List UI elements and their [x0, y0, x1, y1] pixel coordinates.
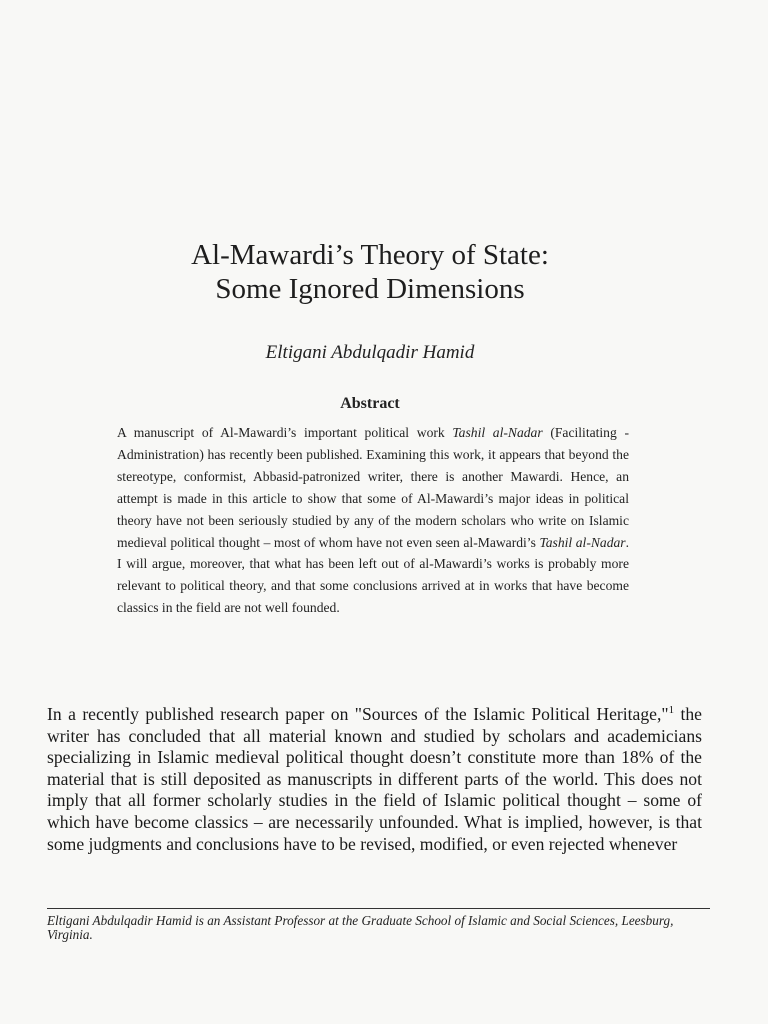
abstract-work-title-2: Tashil al-Nadar [539, 534, 626, 550]
body-text-part-2: the writer has concluded that all material known and studied by scholars and academicians specializing in Islamic medieval political thought doesn’t constitute more than 18% of the material that is still deposited as manuscripts in different parts of the world. This does not imply that all former scholarly studies in the field of Islamic political thought – some of which have become classics – are necessarily unfounded. What is implied, however, is that some judgments and conclusions have to be revised, modified, or even rejected whenever [47, 704, 702, 854]
body-paragraph [47, 704, 702, 855]
abstract-heading: Abstract [340, 395, 400, 412]
article-title-line-2: Some Ignored Dimensions [215, 273, 525, 305]
abstract-text-part-3: . I will argue, moreover, that what has been left out of al-Mawardi’s works is probably more relevant to political theory, and that some conclusions arrived at in works that have become classics in the field are not well founded. [117, 534, 629, 616]
footnote-divider [47, 908, 710, 909]
abstract-body [117, 422, 629, 619]
author-footnote: Eltigani Abdulqadir Hamid is an Assistant Professor at the Graduate School of Islamic and Social Sciences, Leesburg, Virginia. [47, 913, 674, 942]
body-text-part-1: In a recently published research paper on "Sources of the Islamic Political Heritage," [47, 704, 669, 724]
abstract-text-part-2: (Facilitating -Administration) has recently been published. Examining this work, it appears that beyond the stereotype, conformist, Abbasid-patronized writer, there is another Mawardi. Hence, an attempt is made in this article to show that some of Al-Mawardi’s major ideas in political theory have not been seriously studied by any of the modern scholars who write on Islamic medieval political thought – most of whom have not even seen al-Mawardi’s [117, 425, 629, 550]
footnote-marker: 1 [668, 704, 675, 717]
abstract-text-part-1: A manuscript of Al-Mawardi’s important political work [117, 425, 453, 440]
article-title [0, 238, 740, 306]
abstract-work-title-1: Tashil al-Nadar [452, 425, 543, 440]
article-author: Eltigani Abdulqadir Hamid [265, 342, 475, 363]
article-title-line-1: Al-Mawardi’s Theory of State: [191, 239, 549, 271]
